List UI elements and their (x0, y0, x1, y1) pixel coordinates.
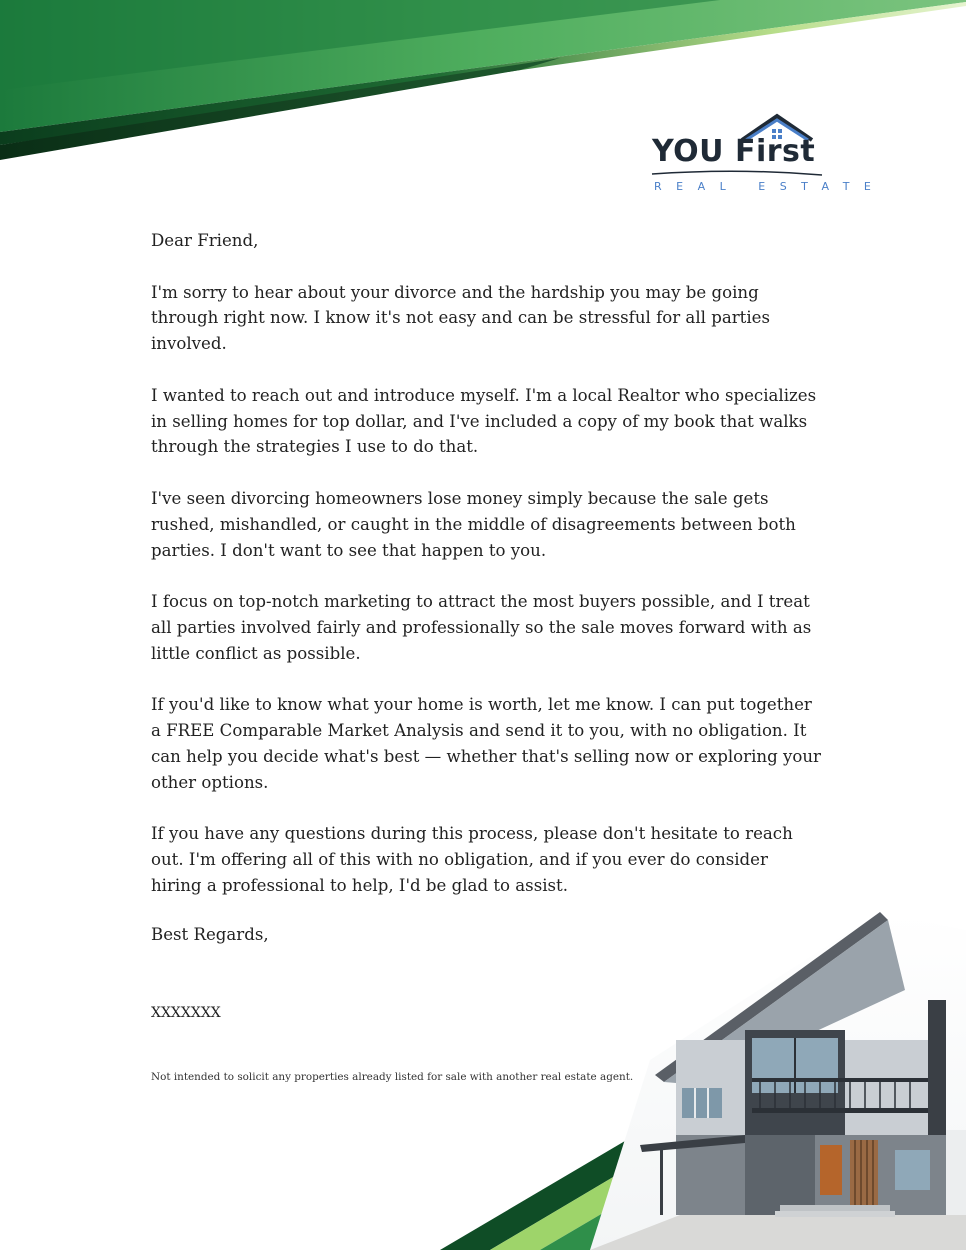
signature: XXXXXXX (151, 1005, 221, 1021)
logo-tagline: REAL ESTATE (654, 180, 886, 193)
paragraph-5: If you'd like to know what your home is worth, let me know. I can put together a FREE Comparable Market Analysis and send it to you, with no obligation. It can help you decide what's best — whether that's selling now or exploring your other options. (151, 695, 821, 792)
paragraph-1: I'm sorry to hear about your divorce and the hardship you may be going through right now. I know it's not easy and can be stressful for all parties involved. (151, 282, 770, 354)
logo-wordmark: YOU First (652, 134, 816, 169)
salutation: Dear Friend, (151, 231, 259, 250)
paragraph-4: I focus on top-notch marketing to attract the most buyers possible, and I treat all parties involved fairly and professionally so the sale moves forward with as little conflict as possible. (151, 592, 812, 663)
disclaimer: Not intended to solicit any properties already listed for sale with another real estate agent. (151, 1071, 634, 1083)
paragraph-3: I've seen divorcing homeowners lose money simply because the sale gets rushed, mishandled, or caught in the middle of disagreements between both parties. I don't want to see that happen to you. (151, 488, 796, 560)
paragraph-2: I wanted to reach out and introduce myself. I'm a local Realtor who specializes in selling homes for top dollar, and I've included a copy of my book that walks through the strategies I use to do that. (151, 385, 817, 457)
closing: Best Regards, (151, 925, 269, 944)
paragraph-6: If you have any questions during this process, please don't hesitate to reach out. I'm offering all of this with no obligation, and if you ever do consider hiring a professional to help, I'd be glad to assist. (151, 824, 793, 895)
